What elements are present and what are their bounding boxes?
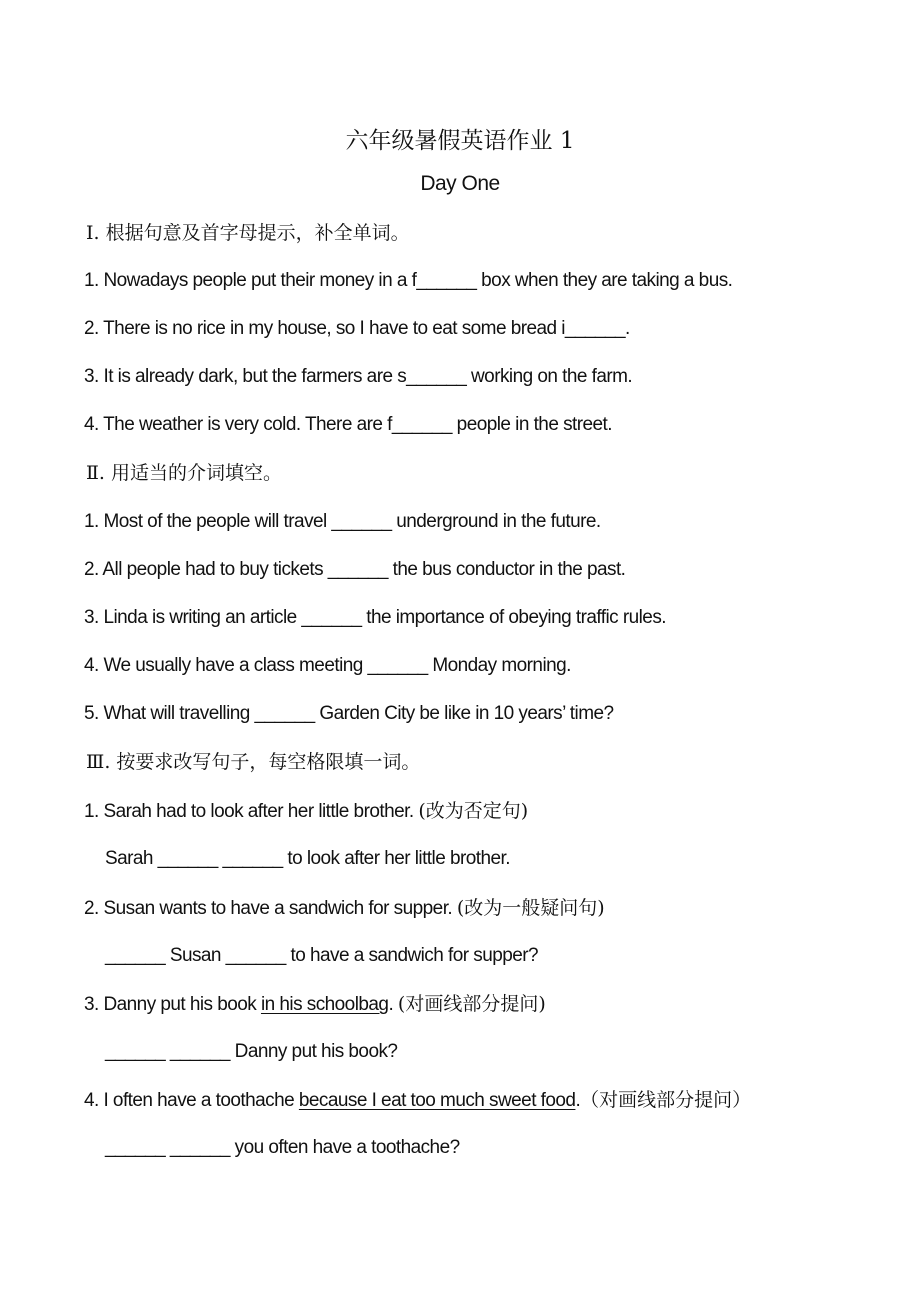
answer-line: Sarah ______ ______ to look after her little brother. xyxy=(105,848,510,869)
question: 1. Most of the people will travel ______ underground in the future. xyxy=(84,511,601,532)
section-3-heading: Ⅲ. 按要求改写句子，每空格限填一词。 xyxy=(86,751,421,773)
answer-line: ______ ______ Danny put his book? xyxy=(105,1041,398,1062)
instruction-note: (改为否定句) xyxy=(418,800,529,822)
underlined-phrase: because I eat too much sweet food xyxy=(298,1090,576,1111)
answer-line: ______ ______ you often have a toothache? xyxy=(105,1137,460,1158)
page-title: 六年级暑假英语作业 1 xyxy=(345,128,575,154)
question xyxy=(84,992,546,1017)
question-text: 4. I often have a toothache xyxy=(84,1090,299,1111)
question-text: . xyxy=(575,1090,581,1111)
question: 2. There is no rice in my house, so I have to eat some bread i______. xyxy=(84,318,630,339)
question xyxy=(84,1088,751,1113)
question-text: . xyxy=(388,994,398,1015)
section-1-heading: Ⅰ. 根据句意及首字母提示，补全单词。 xyxy=(86,222,410,244)
question: 3. Linda is writing an article ______ the importance of obeying traffic rules. xyxy=(84,607,666,628)
question-text: 1. Sarah had to look after her little brother. xyxy=(84,801,419,822)
section-2-heading: Ⅱ. 用适当的介词填空。 xyxy=(86,462,282,484)
question: 2. All people had to buy tickets ______ the bus conductor in the past. xyxy=(84,559,626,580)
question-text: 3. Danny put his book xyxy=(84,994,261,1015)
instruction-note: (改为一般疑问句) xyxy=(456,897,605,919)
question-text: 2. Susan wants to have a sandwich for supper. xyxy=(84,898,457,919)
question: 4. The weather is very cold. There are f______ people in the street. xyxy=(84,414,613,435)
question: 3. It is already dark, but the farmers are s______ working on the farm. xyxy=(84,366,633,387)
question: 1. Nowadays people put their money in a f______ box when they are taking a bus. xyxy=(84,270,733,291)
question xyxy=(84,799,528,824)
question: 5. What will travelling ______ Garden City be like in 10 years’ time? xyxy=(84,703,614,724)
question: 4. We usually have a class meeting ______ Monday morning. xyxy=(84,655,571,676)
instruction-note: （对画线部分提问） xyxy=(580,1089,752,1111)
page-subtitle: Day One xyxy=(420,172,500,195)
instruction-note: (对画线部分提问) xyxy=(397,993,546,1015)
underlined-phrase: in his schoolbag xyxy=(260,994,389,1015)
question xyxy=(84,896,605,921)
answer-line: ______ Susan ______ to have a sandwich for supper? xyxy=(105,945,539,966)
